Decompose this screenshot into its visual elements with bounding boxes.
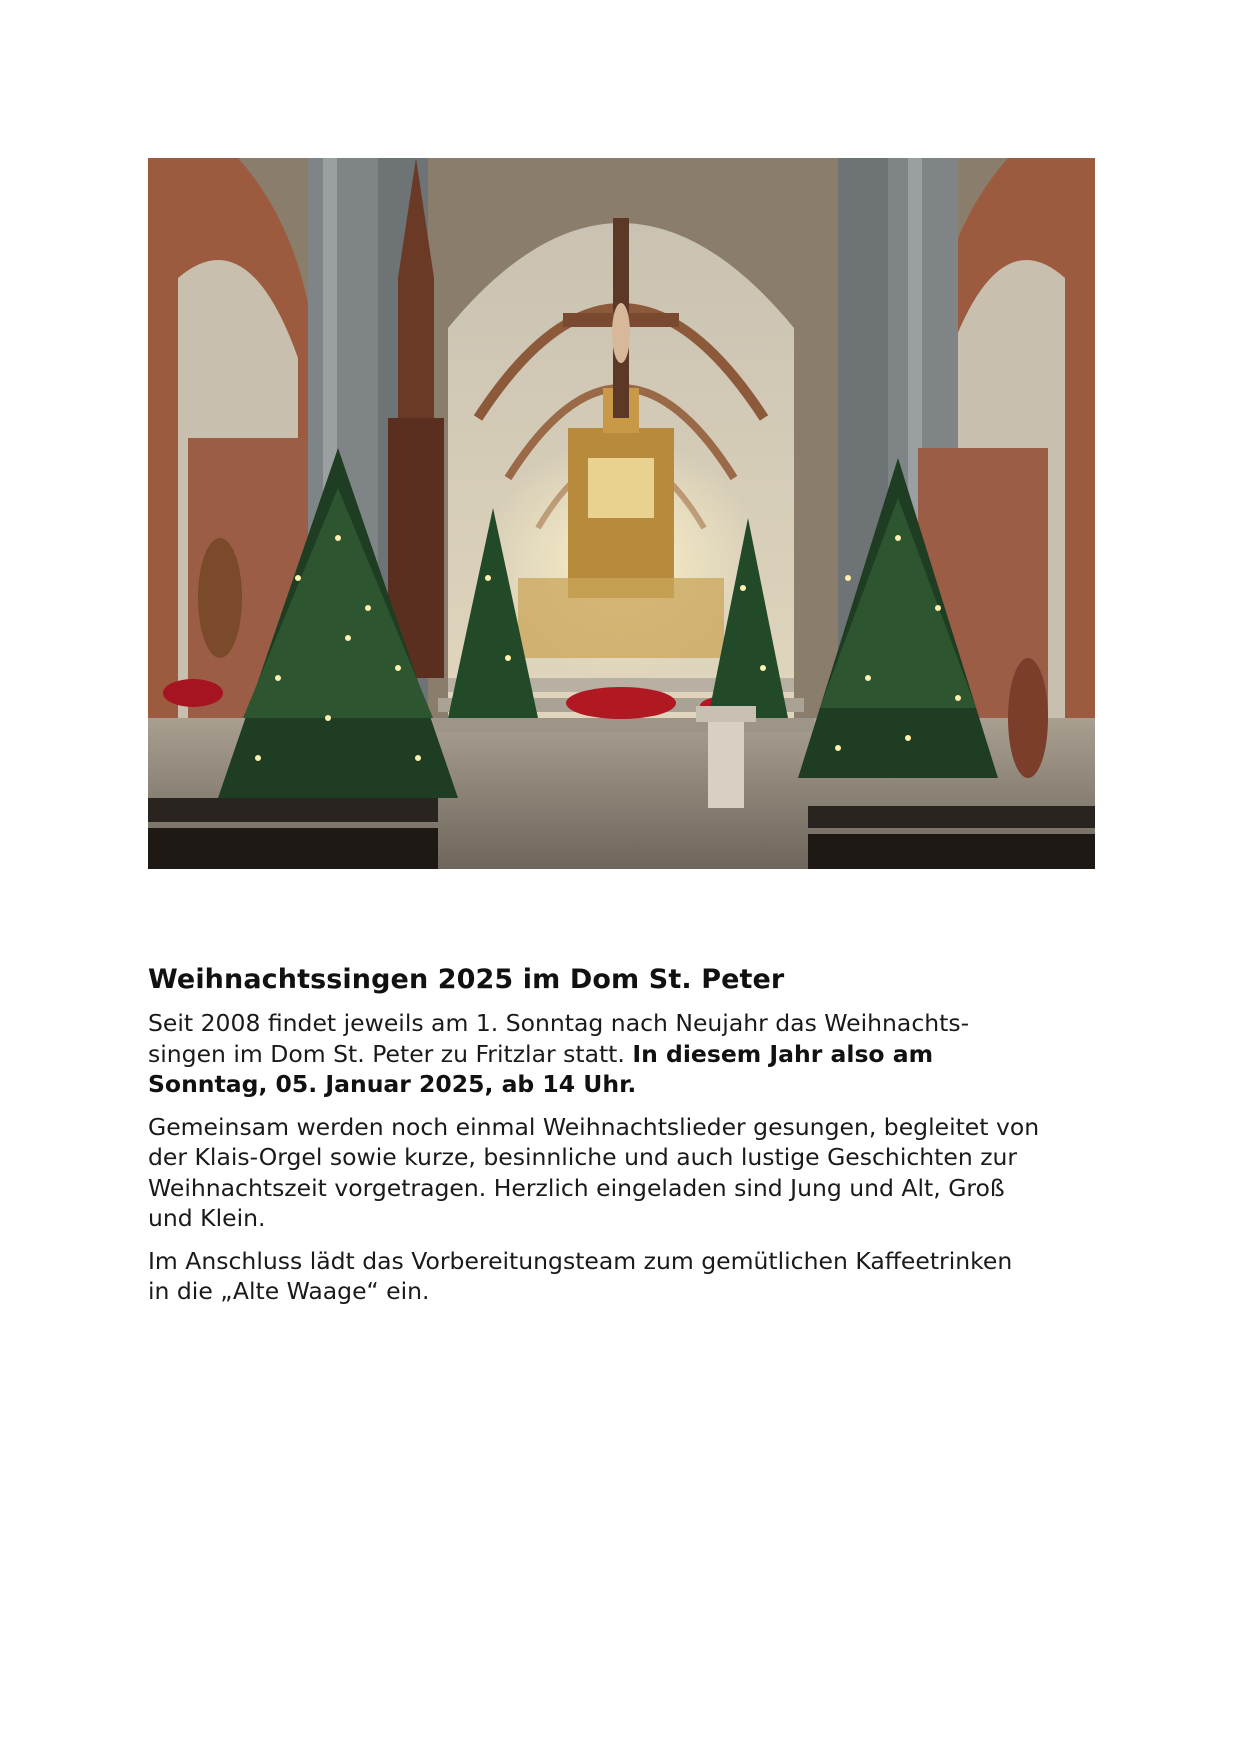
paragraph-program bbox=[148, 1112, 1098, 1234]
event-date-highlight: In diesem Jahr also am bbox=[632, 1039, 934, 1068]
paragraph-line: und Klein. bbox=[148, 1204, 266, 1232]
article-headline: Weihnachtssingen 2025 im Dom St. Peter bbox=[148, 964, 785, 995]
article bbox=[148, 962, 1098, 1319]
church-interior-illustration bbox=[148, 158, 1095, 869]
paragraph-event-intro bbox=[148, 1008, 1098, 1100]
paragraph-line: in die „Alte Waage“ ein. bbox=[148, 1277, 430, 1305]
paragraph-line: der Klais-Orgel sowie kurze, besinnliche und auch lustige Geschichten zur bbox=[148, 1143, 1018, 1171]
event-date-highlight: Sonntag, 05. Januar 2025, ab 14 Uhr. bbox=[148, 1070, 637, 1098]
paragraph-line: Seit 2008 findet jeweils am 1. Sonntag nach Neujahr das Weihnachts- bbox=[148, 1009, 970, 1037]
paragraph-line: Im Anschluss lädt das Vorbereitungsteam zum gemütlichen Kaffeetrinken bbox=[148, 1246, 1013, 1275]
paragraph-coffee bbox=[148, 1246, 1098, 1307]
church-interior-photo bbox=[148, 158, 1095, 869]
paragraph-line: Weihnachtszeit vorgetragen. Herzlich eingeladen sind Jung und Alt, Groß bbox=[148, 1173, 1005, 1202]
paragraph-line: Gemeinsam werden noch einmal Weihnachtslieder gesungen, begleitet von bbox=[148, 1112, 1040, 1141]
paragraph-line: singen im Dom St. Peter zu Fritzlar statt. bbox=[148, 1039, 625, 1068]
